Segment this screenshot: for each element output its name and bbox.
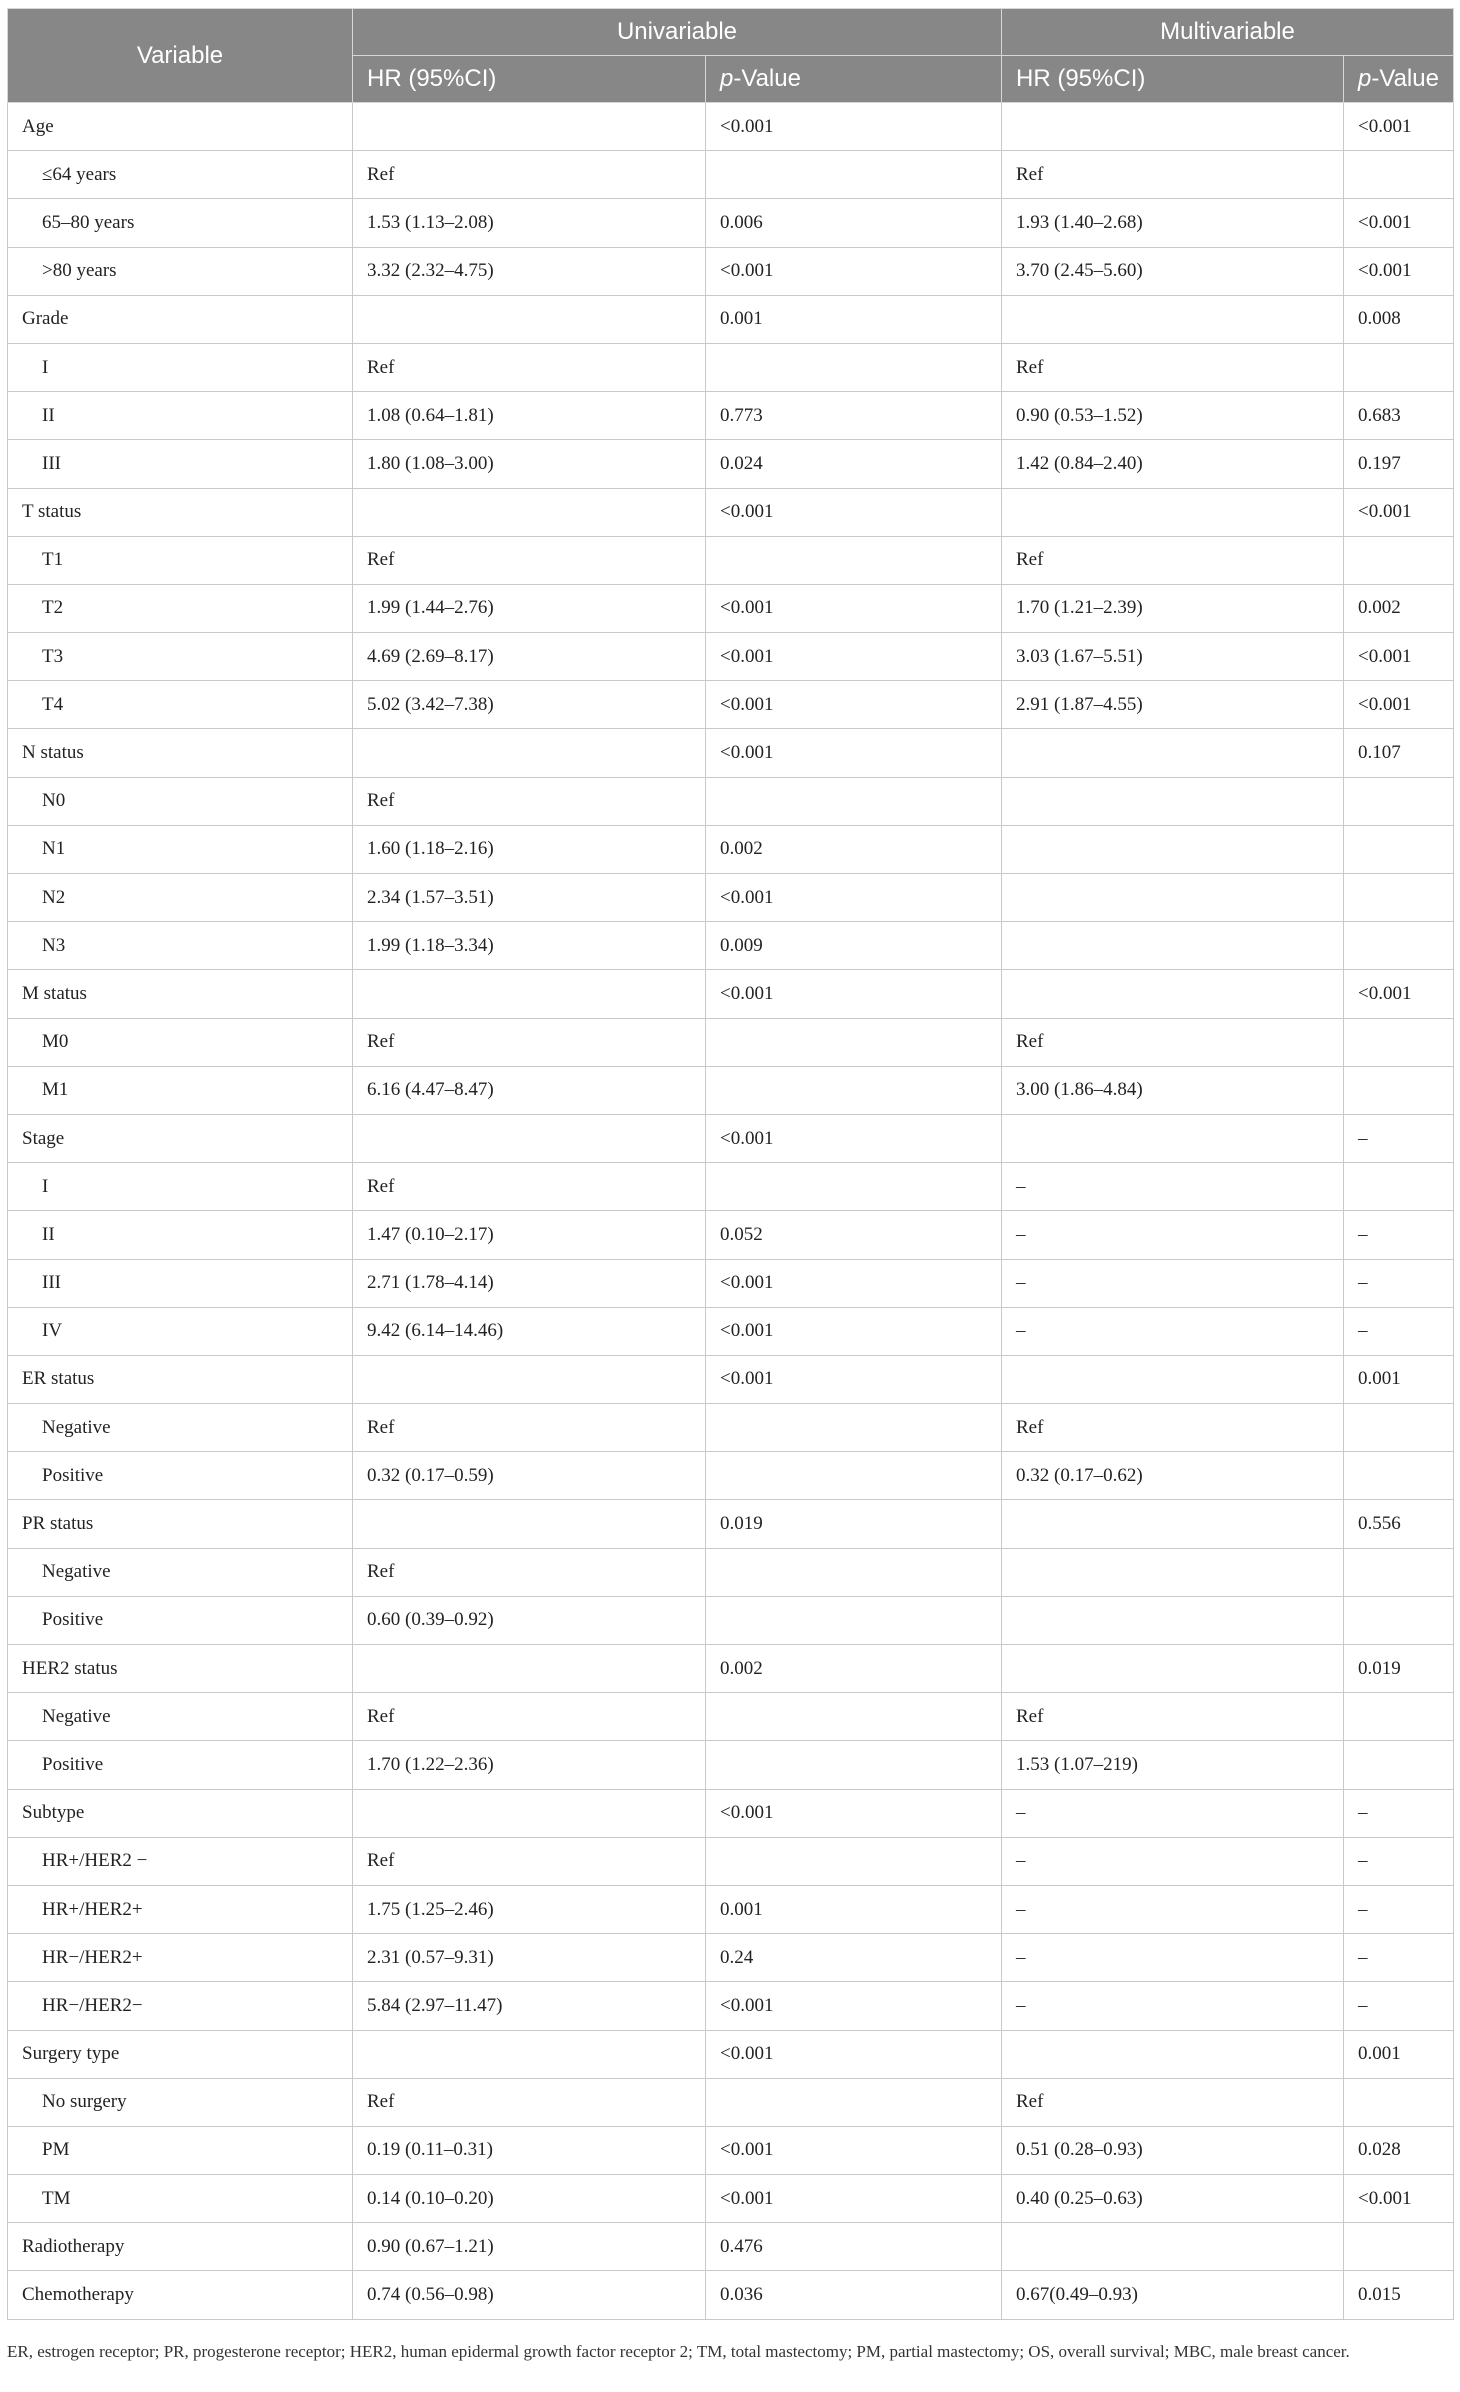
univariable-p-cell: 0.052	[706, 1211, 1002, 1259]
univariable-hr-cell: Ref	[353, 777, 706, 825]
multivariable-p-cell	[1344, 151, 1454, 199]
multivariable-p-cell: 0.015	[1344, 2271, 1454, 2319]
univariable-hr-cell: 9.42 (6.14–14.46)	[353, 1307, 706, 1355]
univariable-p-cell: 0.006	[706, 199, 1002, 247]
table-row	[8, 199, 1454, 247]
table-row	[8, 103, 1454, 151]
univariable-p-cell: <0.001	[706, 247, 1002, 295]
variable-cell: T3	[8, 633, 353, 681]
table-row	[8, 1114, 1454, 1162]
univariable-p-cell	[706, 1404, 1002, 1452]
table-body	[8, 103, 1454, 2320]
table-row	[8, 488, 1454, 536]
univariable-hr-cell	[353, 970, 706, 1018]
univariable-hr-header: HR (95%CI)	[353, 56, 706, 103]
univariable-p-cell	[706, 1163, 1002, 1211]
table-row	[8, 681, 1454, 729]
variable-cell: N3	[8, 922, 353, 970]
variable-cell: Chemotherapy	[8, 2271, 353, 2319]
variable-cell: N2	[8, 874, 353, 922]
table-row	[8, 970, 1454, 1018]
multivariable-p-cell: –	[1344, 1837, 1454, 1885]
variable-cell: Positive	[8, 1741, 353, 1789]
univariable-hr-cell: Ref	[353, 1404, 706, 1452]
multivariable-header: Multivariable	[1002, 9, 1454, 56]
univariable-p-cell: 0.009	[706, 922, 1002, 970]
univariable-p-cell: <0.001	[706, 874, 1002, 922]
table-row	[8, 874, 1454, 922]
multivariable-hr-cell	[1002, 1355, 1344, 1403]
univariable-p-cell: <0.001	[706, 1982, 1002, 2030]
univariable-p-cell: <0.001	[706, 729, 1002, 777]
univariable-p-cell: <0.001	[706, 1355, 1002, 1403]
univariable-hr-cell: 2.31 (0.57–9.31)	[353, 1934, 706, 1982]
variable-cell: HER2 status	[8, 1645, 353, 1693]
univariable-p-cell: <0.001	[706, 2030, 1002, 2078]
multivariable-hr-cell	[1002, 295, 1344, 343]
multivariable-p-cell: –	[1344, 1211, 1454, 1259]
table-row	[8, 295, 1454, 343]
multivariable-hr-cell: –	[1002, 1211, 1344, 1259]
variable-cell: Negative	[8, 1404, 353, 1452]
table-row	[8, 151, 1454, 199]
univariable-hr-cell: 0.60 (0.39–0.92)	[353, 1596, 706, 1644]
multivariable-p-cell: 0.019	[1344, 1645, 1454, 1693]
variable-header: Variable	[8, 9, 353, 103]
univariable-hr-cell: Ref	[353, 1018, 706, 1066]
univariable-hr-cell	[353, 1114, 706, 1162]
multivariable-p-cell: 0.001	[1344, 1355, 1454, 1403]
multivariable-hr-cell: 0.51 (0.28–0.93)	[1002, 2126, 1344, 2174]
univariable-p-cell: 0.24	[706, 1934, 1002, 1982]
univariable-p-cell: 0.036	[706, 2271, 1002, 2319]
table-row	[8, 2030, 1454, 2078]
table-row	[8, 1404, 1454, 1452]
table-header	[8, 9, 1454, 103]
variable-cell: IV	[8, 1307, 353, 1355]
table-row	[8, 2223, 1454, 2271]
multivariable-hr-cell	[1002, 825, 1344, 873]
univariable-p-cell	[706, 1693, 1002, 1741]
multivariable-hr-cell: 0.32 (0.17–0.62)	[1002, 1452, 1344, 1500]
multivariable-hr-cell	[1002, 2223, 1344, 2271]
regression-table	[7, 8, 1454, 2320]
table-row	[8, 2126, 1454, 2174]
variable-cell: PM	[8, 2126, 353, 2174]
table-row	[8, 536, 1454, 584]
univariable-hr-cell: 1.99 (1.44–2.76)	[353, 584, 706, 632]
univariable-p-cell: <0.001	[706, 1307, 1002, 1355]
table-row	[8, 247, 1454, 295]
univariable-hr-cell: 6.16 (4.47–8.47)	[353, 1066, 706, 1114]
multivariable-p-cell: <0.001	[1344, 488, 1454, 536]
multivariable-p-cell	[1344, 1693, 1454, 1741]
table-row	[8, 1211, 1454, 1259]
variable-cell: N0	[8, 777, 353, 825]
multivariable-hr-cell: 0.90 (0.53–1.52)	[1002, 392, 1344, 440]
univariable-hr-cell	[353, 1500, 706, 1548]
variable-cell: III	[8, 1259, 353, 1307]
multivariable-hr-cell: Ref	[1002, 151, 1344, 199]
univariable-p-cell	[706, 1741, 1002, 1789]
table-row	[8, 584, 1454, 632]
table-row	[8, 1307, 1454, 1355]
multivariable-p-header: p-Value	[1344, 56, 1454, 103]
multivariable-p-cell: –	[1344, 1982, 1454, 2030]
univariable-hr-cell: 3.32 (2.32–4.75)	[353, 247, 706, 295]
univariable-p-cell: 0.002	[706, 1645, 1002, 1693]
univariable-hr-cell: 0.14 (0.10–0.20)	[353, 2175, 706, 2223]
variable-cell: N status	[8, 729, 353, 777]
table-row	[8, 1693, 1454, 1741]
univariable-hr-cell: Ref	[353, 343, 706, 391]
univariable-p-cell	[706, 536, 1002, 584]
multivariable-p-cell	[1344, 777, 1454, 825]
multivariable-hr-cell: –	[1002, 1837, 1344, 1885]
table-row	[8, 1355, 1454, 1403]
variable-cell: Negative	[8, 1548, 353, 1596]
variable-cell: TM	[8, 2175, 353, 2223]
univariable-p-cell: 0.001	[706, 1885, 1002, 1933]
multivariable-hr-cell	[1002, 488, 1344, 536]
table-row	[8, 825, 1454, 873]
multivariable-p-cell	[1344, 1018, 1454, 1066]
univariable-p-cell	[706, 1452, 1002, 1500]
variable-cell: 65–80 years	[8, 199, 353, 247]
multivariable-hr-header: HR (95%CI)	[1002, 56, 1344, 103]
univariable-hr-cell	[353, 488, 706, 536]
table-row	[8, 1789, 1454, 1837]
multivariable-hr-cell	[1002, 1500, 1344, 1548]
univariable-p-cell: 0.773	[706, 392, 1002, 440]
multivariable-p-cell: <0.001	[1344, 103, 1454, 151]
univariable-hr-cell: 0.74 (0.56–0.98)	[353, 2271, 706, 2319]
table-footnote: ER, estrogen receptor; PR, progesterone receptor; HER2, human epidermal growth factor receptor 2; TM, total mastectomy; PM, partial mastectomy; OS, overall survival; MBC, male breast cancer.	[7, 2342, 1350, 2361]
multivariable-p-cell	[1344, 1548, 1454, 1596]
variable-cell: Surgery type	[8, 2030, 353, 2078]
multivariable-p-cell: <0.001	[1344, 681, 1454, 729]
multivariable-hr-cell	[1002, 777, 1344, 825]
variable-cell: Negative	[8, 1693, 353, 1741]
multivariable-hr-cell: –	[1002, 1789, 1344, 1837]
variable-cell: N1	[8, 825, 353, 873]
univariable-p-cell	[706, 343, 1002, 391]
table-row	[8, 1741, 1454, 1789]
multivariable-p-cell: –	[1344, 1307, 1454, 1355]
multivariable-hr-cell: Ref	[1002, 343, 1344, 391]
univariable-p-cell	[706, 777, 1002, 825]
multivariable-p-cell: 0.197	[1344, 440, 1454, 488]
multivariable-hr-cell: Ref	[1002, 2078, 1344, 2126]
table-row	[8, 1548, 1454, 1596]
univariable-hr-cell: 2.34 (1.57–3.51)	[353, 874, 706, 922]
univariable-p-cell: <0.001	[706, 103, 1002, 151]
variable-cell: >80 years	[8, 247, 353, 295]
table-row	[8, 633, 1454, 681]
multivariable-hr-cell: 1.93 (1.40–2.68)	[1002, 199, 1344, 247]
univariable-hr-cell: 5.02 (3.42–7.38)	[353, 681, 706, 729]
multivariable-hr-cell: –	[1002, 1885, 1344, 1933]
multivariable-p-cell: –	[1344, 1114, 1454, 1162]
table-row	[8, 1645, 1454, 1693]
multivariable-hr-cell	[1002, 1548, 1344, 1596]
variable-cell: III	[8, 440, 353, 488]
variable-cell: HR−/HER2+	[8, 1934, 353, 1982]
univariable-p-cell: 0.019	[706, 1500, 1002, 1548]
univariable-hr-cell: 5.84 (2.97–11.47)	[353, 1982, 706, 2030]
table-row	[8, 2175, 1454, 2223]
univariable-hr-cell: 4.69 (2.69–8.17)	[353, 633, 706, 681]
table-row	[8, 2078, 1454, 2126]
univariable-hr-cell: Ref	[353, 2078, 706, 2126]
univariable-p-cell: 0.024	[706, 440, 1002, 488]
variable-cell: Age	[8, 103, 353, 151]
univariable-p-cell	[706, 1596, 1002, 1644]
table-row	[8, 1837, 1454, 1885]
multivariable-hr-cell: –	[1002, 1259, 1344, 1307]
univariable-hr-cell	[353, 1645, 706, 1693]
multivariable-p-cell: –	[1344, 1789, 1454, 1837]
table-row	[8, 777, 1454, 825]
univariable-hr-cell	[353, 295, 706, 343]
table-row	[8, 1596, 1454, 1644]
multivariable-hr-cell: 3.70 (2.45–5.60)	[1002, 247, 1344, 295]
variable-cell: Positive	[8, 1596, 353, 1644]
univariable-hr-cell: 0.90 (0.67–1.21)	[353, 2223, 706, 2271]
multivariable-p-cell	[1344, 1452, 1454, 1500]
multivariable-p-cell: 0.001	[1344, 2030, 1454, 2078]
univariable-hr-cell: 1.08 (0.64–1.81)	[353, 392, 706, 440]
multivariable-p-cell: <0.001	[1344, 633, 1454, 681]
table-row	[8, 1452, 1454, 1500]
multivariable-p-cell: <0.001	[1344, 247, 1454, 295]
multivariable-p-cell: 0.556	[1344, 1500, 1454, 1548]
univariable-hr-cell: 1.60 (1.18–2.16)	[353, 825, 706, 873]
univariable-hr-cell	[353, 103, 706, 151]
variable-cell: Subtype	[8, 1789, 353, 1837]
univariable-hr-cell: 1.99 (1.18–3.34)	[353, 922, 706, 970]
univariable-p-cell	[706, 151, 1002, 199]
multivariable-hr-cell	[1002, 1114, 1344, 1162]
table-row	[8, 729, 1454, 777]
multivariable-hr-cell	[1002, 1645, 1344, 1693]
multivariable-hr-cell: –	[1002, 1307, 1344, 1355]
variable-cell: HR+/HER2+	[8, 1885, 353, 1933]
variable-cell: M0	[8, 1018, 353, 1066]
multivariable-p-cell	[1344, 1741, 1454, 1789]
table-row	[8, 1018, 1454, 1066]
multivariable-p-cell	[1344, 1404, 1454, 1452]
table-row	[8, 1066, 1454, 1114]
multivariable-hr-cell: Ref	[1002, 1693, 1344, 1741]
univariable-p-cell: <0.001	[706, 970, 1002, 1018]
univariable-hr-cell: 0.19 (0.11–0.31)	[353, 2126, 706, 2174]
variable-cell: M status	[8, 970, 353, 1018]
multivariable-p-cell: <0.001	[1344, 199, 1454, 247]
univariable-header: Univariable	[353, 9, 1002, 56]
table-row	[8, 1934, 1454, 1982]
table-row	[8, 1982, 1454, 2030]
table-row	[8, 2271, 1454, 2319]
multivariable-hr-cell	[1002, 970, 1344, 1018]
multivariable-p-cell	[1344, 922, 1454, 970]
variable-cell: II	[8, 1211, 353, 1259]
multivariable-hr-cell: –	[1002, 1982, 1344, 2030]
multivariable-hr-cell	[1002, 874, 1344, 922]
variable-cell: PR status	[8, 1500, 353, 1548]
multivariable-hr-cell: 0.40 (0.25–0.63)	[1002, 2175, 1344, 2223]
univariable-hr-cell: Ref	[353, 1837, 706, 1885]
multivariable-p-cell: 0.683	[1344, 392, 1454, 440]
multivariable-hr-cell: 1.42 (0.84–2.40)	[1002, 440, 1344, 488]
univariable-hr-cell: Ref	[353, 1693, 706, 1741]
univariable-hr-cell: Ref	[353, 536, 706, 584]
univariable-p-cell: <0.001	[706, 2175, 1002, 2223]
multivariable-p-cell	[1344, 825, 1454, 873]
univariable-hr-cell: 1.53 (1.13–2.08)	[353, 199, 706, 247]
variable-cell: ER status	[8, 1355, 353, 1403]
variable-cell: T4	[8, 681, 353, 729]
univariable-hr-cell: 0.32 (0.17–0.59)	[353, 1452, 706, 1500]
univariable-p-cell	[706, 1018, 1002, 1066]
multivariable-p-cell: –	[1344, 1885, 1454, 1933]
univariable-hr-cell	[353, 1355, 706, 1403]
univariable-p-cell	[706, 1066, 1002, 1114]
univariable-p-cell: <0.001	[706, 681, 1002, 729]
univariable-p-cell	[706, 2078, 1002, 2126]
multivariable-hr-cell: 1.53 (1.07–219)	[1002, 1741, 1344, 1789]
univariable-hr-cell: 1.80 (1.08–3.00)	[353, 440, 706, 488]
variable-cell: Grade	[8, 295, 353, 343]
multivariable-hr-cell: 2.91 (1.87–4.55)	[1002, 681, 1344, 729]
table-row	[8, 1163, 1454, 1211]
univariable-p-header: p-Value	[706, 56, 1002, 103]
univariable-p-cell: <0.001	[706, 1114, 1002, 1162]
univariable-hr-cell: 2.71 (1.78–4.14)	[353, 1259, 706, 1307]
univariable-hr-cell: Ref	[353, 1548, 706, 1596]
univariable-hr-cell	[353, 1789, 706, 1837]
multivariable-hr-cell: 3.00 (1.86–4.84)	[1002, 1066, 1344, 1114]
univariable-p-cell: <0.001	[706, 1789, 1002, 1837]
table-row	[8, 440, 1454, 488]
multivariable-p-cell: <0.001	[1344, 970, 1454, 1018]
multivariable-p-cell	[1344, 343, 1454, 391]
univariable-hr-cell: Ref	[353, 1163, 706, 1211]
variable-cell: T2	[8, 584, 353, 632]
univariable-p-cell: <0.001	[706, 488, 1002, 536]
multivariable-hr-cell: 0.67(0.49–0.93)	[1002, 2271, 1344, 2319]
univariable-hr-cell: 1.70 (1.22–2.36)	[353, 1741, 706, 1789]
variable-cell: HR−/HER2−	[8, 1982, 353, 2030]
multivariable-p-cell	[1344, 1066, 1454, 1114]
multivariable-hr-cell: –	[1002, 1934, 1344, 1982]
univariable-p-cell: 0.002	[706, 825, 1002, 873]
variable-cell: HR+/HER2 −	[8, 1837, 353, 1885]
multivariable-hr-cell	[1002, 103, 1344, 151]
univariable-hr-cell: 1.47 (0.10–2.17)	[353, 1211, 706, 1259]
table-row	[8, 343, 1454, 391]
multivariable-p-cell: 0.028	[1344, 2126, 1454, 2174]
variable-cell: Positive	[8, 1452, 353, 1500]
variable-cell: T1	[8, 536, 353, 584]
table-row	[8, 922, 1454, 970]
univariable-p-cell: <0.001	[706, 1259, 1002, 1307]
multivariable-p-cell: 0.008	[1344, 295, 1454, 343]
variable-cell: II	[8, 392, 353, 440]
univariable-p-cell: 0.476	[706, 2223, 1002, 2271]
multivariable-p-cell	[1344, 536, 1454, 584]
multivariable-p-cell	[1344, 2078, 1454, 2126]
variable-cell: T status	[8, 488, 353, 536]
univariable-p-cell: <0.001	[706, 633, 1002, 681]
multivariable-hr-cell: 3.03 (1.67–5.51)	[1002, 633, 1344, 681]
multivariable-hr-cell	[1002, 2030, 1344, 2078]
multivariable-hr-cell	[1002, 1596, 1344, 1644]
multivariable-hr-cell: Ref	[1002, 1018, 1344, 1066]
variable-cell: I	[8, 1163, 353, 1211]
multivariable-p-cell	[1344, 1596, 1454, 1644]
univariable-p-cell: 0.001	[706, 295, 1002, 343]
variable-cell: ≤64 years	[8, 151, 353, 199]
univariable-p-cell	[706, 1837, 1002, 1885]
multivariable-p-cell: <0.001	[1344, 2175, 1454, 2223]
multivariable-p-cell: 0.107	[1344, 729, 1454, 777]
multivariable-p-cell: 0.002	[1344, 584, 1454, 632]
univariable-hr-cell: 1.75 (1.25–2.46)	[353, 1885, 706, 1933]
multivariable-p-cell	[1344, 2223, 1454, 2271]
univariable-p-cell: <0.001	[706, 2126, 1002, 2174]
variable-cell: M1	[8, 1066, 353, 1114]
variable-cell: I	[8, 343, 353, 391]
table-row	[8, 1500, 1454, 1548]
multivariable-p-cell: –	[1344, 1259, 1454, 1307]
table-row	[8, 392, 1454, 440]
variable-cell: Radiotherapy	[8, 2223, 353, 2271]
multivariable-hr-cell: 1.70 (1.21–2.39)	[1002, 584, 1344, 632]
multivariable-hr-cell	[1002, 922, 1344, 970]
univariable-hr-cell	[353, 2030, 706, 2078]
variable-cell: No surgery	[8, 2078, 353, 2126]
multivariable-hr-cell: –	[1002, 1163, 1344, 1211]
table-row	[8, 1259, 1454, 1307]
multivariable-p-cell	[1344, 1163, 1454, 1211]
multivariable-hr-cell: Ref	[1002, 1404, 1344, 1452]
univariable-hr-cell: Ref	[353, 151, 706, 199]
multivariable-p-cell	[1344, 874, 1454, 922]
univariable-hr-cell	[353, 729, 706, 777]
univariable-p-cell: <0.001	[706, 584, 1002, 632]
multivariable-hr-cell	[1002, 729, 1344, 777]
multivariable-hr-cell: Ref	[1002, 536, 1344, 584]
variable-cell: Stage	[8, 1114, 353, 1162]
table-row	[8, 1885, 1454, 1933]
multivariable-p-cell: –	[1344, 1934, 1454, 1982]
univariable-p-cell	[706, 1548, 1002, 1596]
